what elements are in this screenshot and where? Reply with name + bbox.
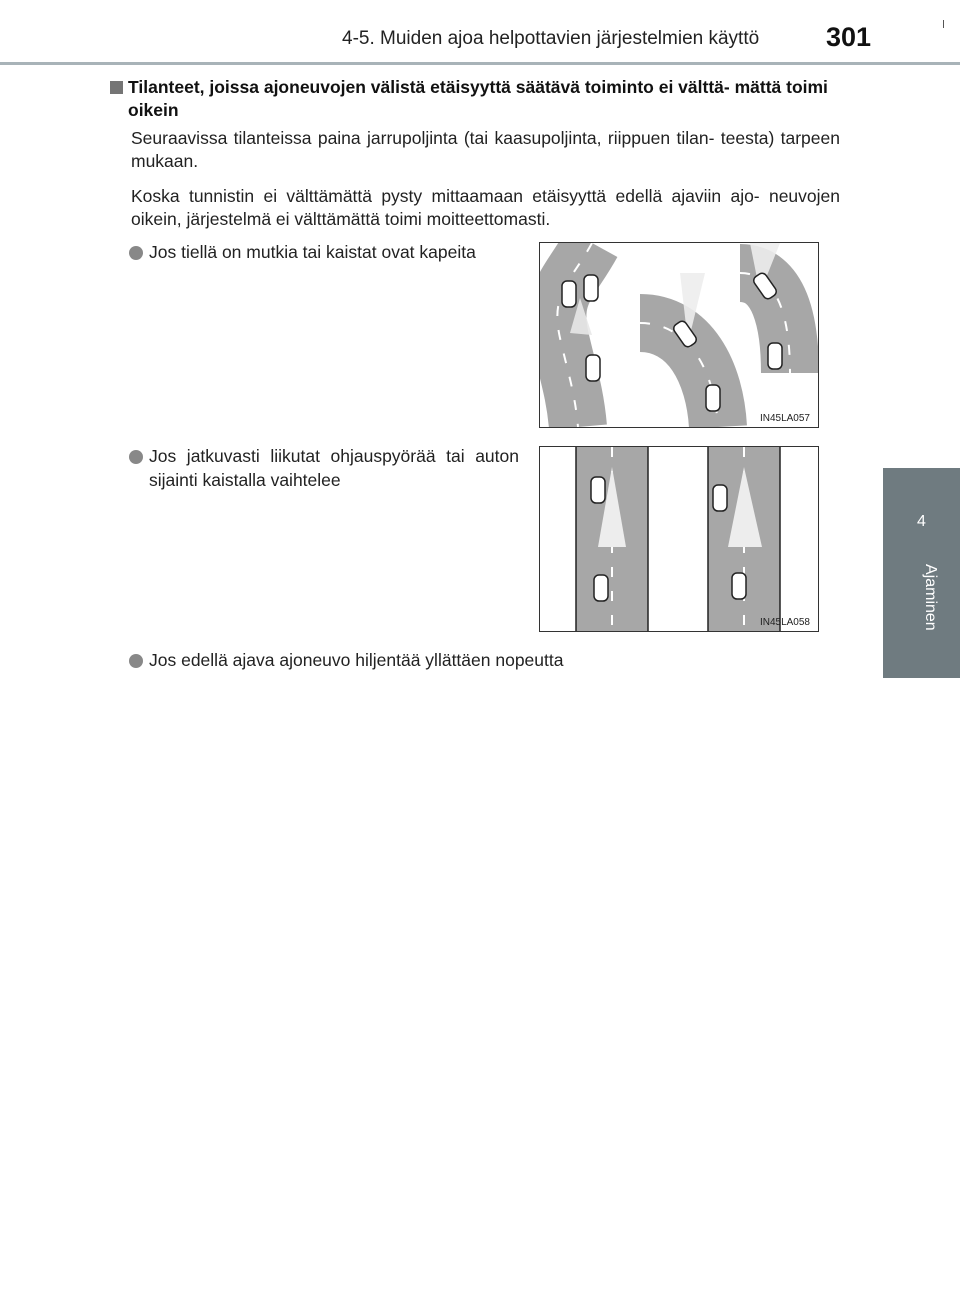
car-icon <box>706 385 720 411</box>
heading-square-marker <box>110 81 123 94</box>
figure-id: IN45LA057 <box>759 413 810 424</box>
figure-curved-roads <box>539 242 819 428</box>
crop-mark <box>943 20 944 28</box>
car-icon <box>768 343 782 369</box>
section-heading: Tilanteet, joissa ajoneuvojen välistä etäisyyttä säätävä toiminto ei välttä- mättä toimi oikein <box>128 77 828 120</box>
bullet-text: Jos tiellä on mutkia tai kaistat ovat kapeita <box>149 242 476 262</box>
car-icon <box>591 477 605 503</box>
car-icon <box>562 281 576 307</box>
chapter-label: Ajaminen <box>922 564 939 631</box>
curved-roads-illustration <box>540 243 818 427</box>
paragraph: Koska tunnistin ei välttämättä pysty mittaamaan etäisyyttä edellä ajaviin ajo- neuvojen oikein, järjestelmä ei välttämättä toimi moitteettomasti. <box>131 186 840 229</box>
bullet-dot <box>129 246 143 260</box>
car-icon <box>732 573 746 599</box>
header-rule <box>0 62 960 65</box>
bullet-text: Jos jatkuvasti liikutat ohjauspyörää tai auton sijainti kaistalla vaihtelee <box>149 446 519 490</box>
paragraph: Seuraavissa tilanteissa paina jarrupoljinta (tai kaasupoljinta, riippuen tilan- teesta) tarpeen mukaan. <box>131 128 840 171</box>
car-icon <box>584 275 598 301</box>
chapter-number: 4 <box>917 513 926 530</box>
car-icon <box>586 355 600 381</box>
car-icon <box>594 575 608 601</box>
chapter-side-tab <box>883 468 960 678</box>
header-title: 4-5. Muiden ajoa helpottavien järjestelmien käyttö <box>342 28 760 49</box>
bullet-dot <box>129 654 143 668</box>
page-number: 301 <box>826 22 872 52</box>
straight-lanes-illustration <box>540 447 818 631</box>
bullet-dot <box>129 450 143 464</box>
figure-straight-lanes <box>539 446 819 632</box>
car-icon <box>713 485 727 511</box>
figure-id: IN45LA058 <box>759 617 810 628</box>
bullet-text: Jos edellä ajava ajoneuvo hiljentää yllättäen nopeutta <box>149 650 564 670</box>
